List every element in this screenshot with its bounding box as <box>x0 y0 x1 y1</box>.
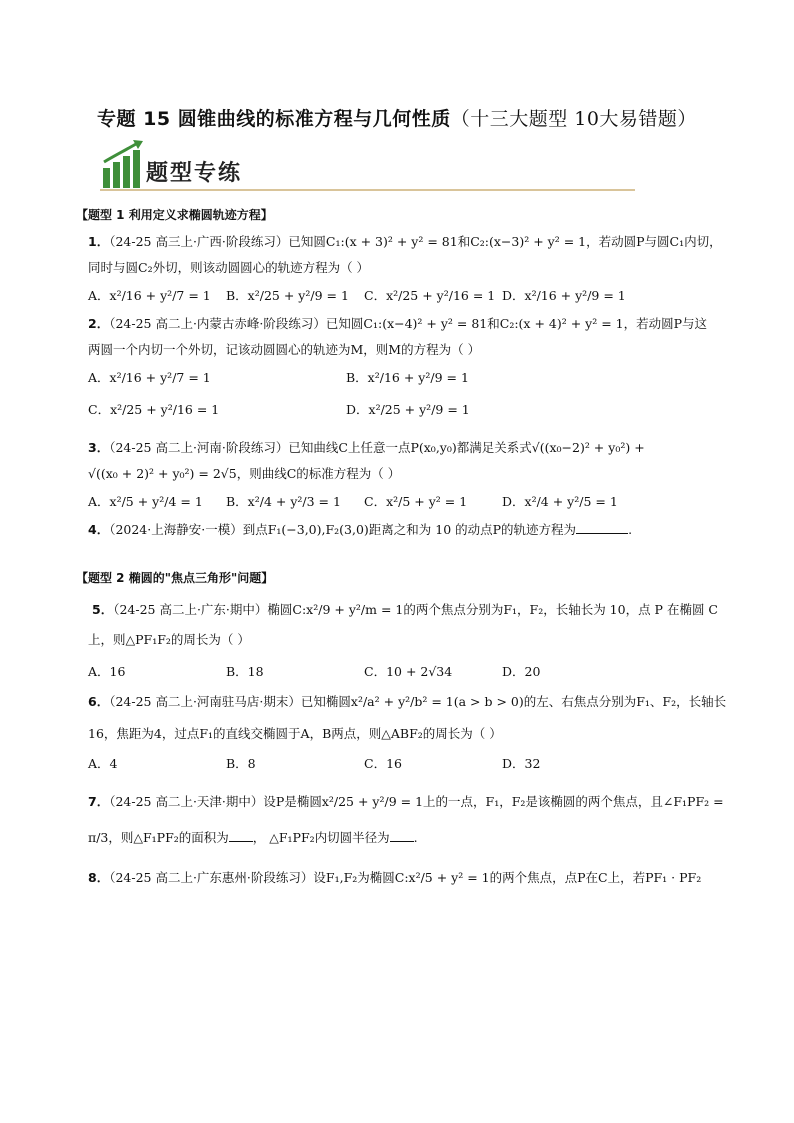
section-heading-2: 【题型 2 椭圆的"焦点三角形"问题】 <box>76 571 274 585</box>
option-d[interactable]: D．32 <box>502 756 541 771</box>
question-1 <box>88 231 728 307</box>
question-number: 2． <box>88 316 110 331</box>
question-text-line: （24-25 高二上·广东惠州·阶段练习）设F₁,F₂为椭圆C:x²/5 + y² = 1的两个焦点，点P在C上，若PF₁ · PF₂ <box>109 870 702 885</box>
question-text-line: π/3，则△F₁PF₂的面积为 <box>88 830 229 845</box>
question-text-line: 16，焦距为4，过点F₁的直线交椭圆于A，B两点，则△ABF₂的周长为（ ） <box>88 726 502 741</box>
answer-blank[interactable] <box>576 523 628 534</box>
question-number: 7． <box>88 794 110 809</box>
punctuation: . <box>413 830 418 845</box>
option-b[interactable]: B．8 <box>226 756 256 771</box>
option-a[interactable]: A．x²/5 + y²/4 = 1 <box>88 494 203 509</box>
option-b[interactable]: B．x²/4 + y²/3 = 1 <box>226 494 341 509</box>
option-d[interactable]: D．x²/16 + y²/9 = 1 <box>502 288 626 303</box>
question-8 <box>88 867 728 889</box>
question-number: 3． <box>88 440 110 455</box>
option-a[interactable]: A．16 <box>88 664 126 679</box>
section-heading-1: 【题型 1 利用定义求椭圆轨迹方程】 <box>76 208 273 222</box>
question-text-line: （24-25 高二上·河南驻马店·期末）已知椭圆x²/a² + y²/b² = 1(a > b > 0)的左、右焦点分别为F₁、F₂，长轴长 <box>109 694 727 709</box>
question-7 <box>88 791 728 849</box>
question-list <box>76 204 728 889</box>
option-c[interactable]: C．x²/5 + y² = 1 <box>364 494 468 509</box>
question-text-line: 上，则△PF₁F₂的周长为（ ） <box>88 632 250 647</box>
punctuation: . <box>628 522 633 537</box>
answer-blank[interactable] <box>390 831 414 842</box>
question-number: 8． <box>88 870 110 885</box>
question-text-line: （24-25 高二上·内蒙古赤峰·阶段练习）已知圆C₁:(x−4)² + y² = 81和C₂:(x + 4)² + y² = 1，若动圆P与这 <box>109 316 708 331</box>
question-text-line: （24-25 高二上·河南·阶段练习）已知曲线C上任意一点P(x₀,y₀)都满足关系式√((x₀−2)² + y₀²) + <box>109 440 645 455</box>
question-number: 6． <box>88 694 110 709</box>
title-subtitle: （十三大题型 10大易错题） <box>450 108 697 130</box>
option-a[interactable]: A．x²/16 + y²/7 = 1 <box>88 288 211 303</box>
question-text-line: （24-25 高二上·天津·期中）设P是椭圆x²/25 + y²/9 = 1上的一点，F₁，F₂是该椭圆的两个焦点，且∠F₁PF₂ = <box>109 794 724 809</box>
question-text-line: 同时与圆C₂外切，则该动圆圆心的轨迹方程为（ ） <box>88 260 370 275</box>
question-2 <box>88 313 728 431</box>
option-row <box>88 661 728 683</box>
growth-chart-icon <box>100 138 146 190</box>
page-title <box>0 104 794 131</box>
question-text-line: 两圆一个内切一个外切，记该动圆圆心的轨迹为M，则M的方程为（ ） <box>88 342 481 357</box>
question-number: 4． <box>88 522 110 537</box>
answer-blank[interactable] <box>229 831 253 842</box>
option-b[interactable]: B．x²/16 + y²/9 = 1 <box>346 370 469 385</box>
option-a[interactable]: A．x²/16 + y²/7 = 1 <box>88 370 211 385</box>
option-c[interactable]: C．x²/25 + y²/16 = 1 <box>88 402 220 417</box>
option-d[interactable]: D．x²/4 + y²/5 = 1 <box>502 494 618 509</box>
option-c[interactable]: C．x²/25 + y²/16 = 1 <box>364 288 496 303</box>
question-text-line: （24-25 高三上·广西·阶段练习）已知圆C₁:(x + 3)² + y² = 81和C₂:(x−3)² + y² = 1，若动圆P与圆C₁内切， <box>109 234 722 249</box>
question-number: 1． <box>88 234 110 249</box>
option-grid <box>88 367 728 431</box>
option-c[interactable]: C．16 <box>364 756 402 771</box>
option-row <box>88 753 728 775</box>
section-banner <box>100 138 635 194</box>
question-text-line: （2024·上海静安·一模）到点F₁(−3,0),F₂(3,0)距离之和为 10 的动点P的轨迹方程为 <box>109 522 577 537</box>
question-text-line: ， △F₁PF₂内切圆半径为 <box>252 830 390 845</box>
option-row <box>88 285 728 307</box>
question-5 <box>88 599 728 683</box>
question-3 <box>88 437 728 513</box>
option-row <box>88 491 728 513</box>
option-d[interactable]: D．x²/25 + y²/9 = 1 <box>346 402 470 417</box>
question-6 <box>88 691 728 775</box>
question-4 <box>88 519 728 541</box>
option-d[interactable]: D．20 <box>502 664 541 679</box>
question-text-line: √((x₀ + 2)² + y₀²) = 2√5，则曲线C的标准方程为（ ） <box>88 466 401 481</box>
spacer <box>88 541 728 567</box>
banner-text: 题型专练 <box>146 160 243 186</box>
title-main: 专题 15 圆锥曲线的标准方程与几何性质 <box>97 108 451 130</box>
option-c[interactable]: C．10 + 2√34 <box>364 664 453 679</box>
banner-divider <box>100 189 635 191</box>
question-number: 5． <box>92 602 114 617</box>
option-b[interactable]: B．x²/25 + y²/9 = 1 <box>226 288 349 303</box>
option-a[interactable]: A．4 <box>88 756 118 771</box>
question-text-line: （24-25 高二上·广东·期中）椭圆C:x²/9 + y²/m = 1的两个焦点分别为F₁，F₂，长轴长为 10，点 P 在椭圆 C <box>113 602 718 617</box>
option-b[interactable]: B．18 <box>226 664 264 679</box>
